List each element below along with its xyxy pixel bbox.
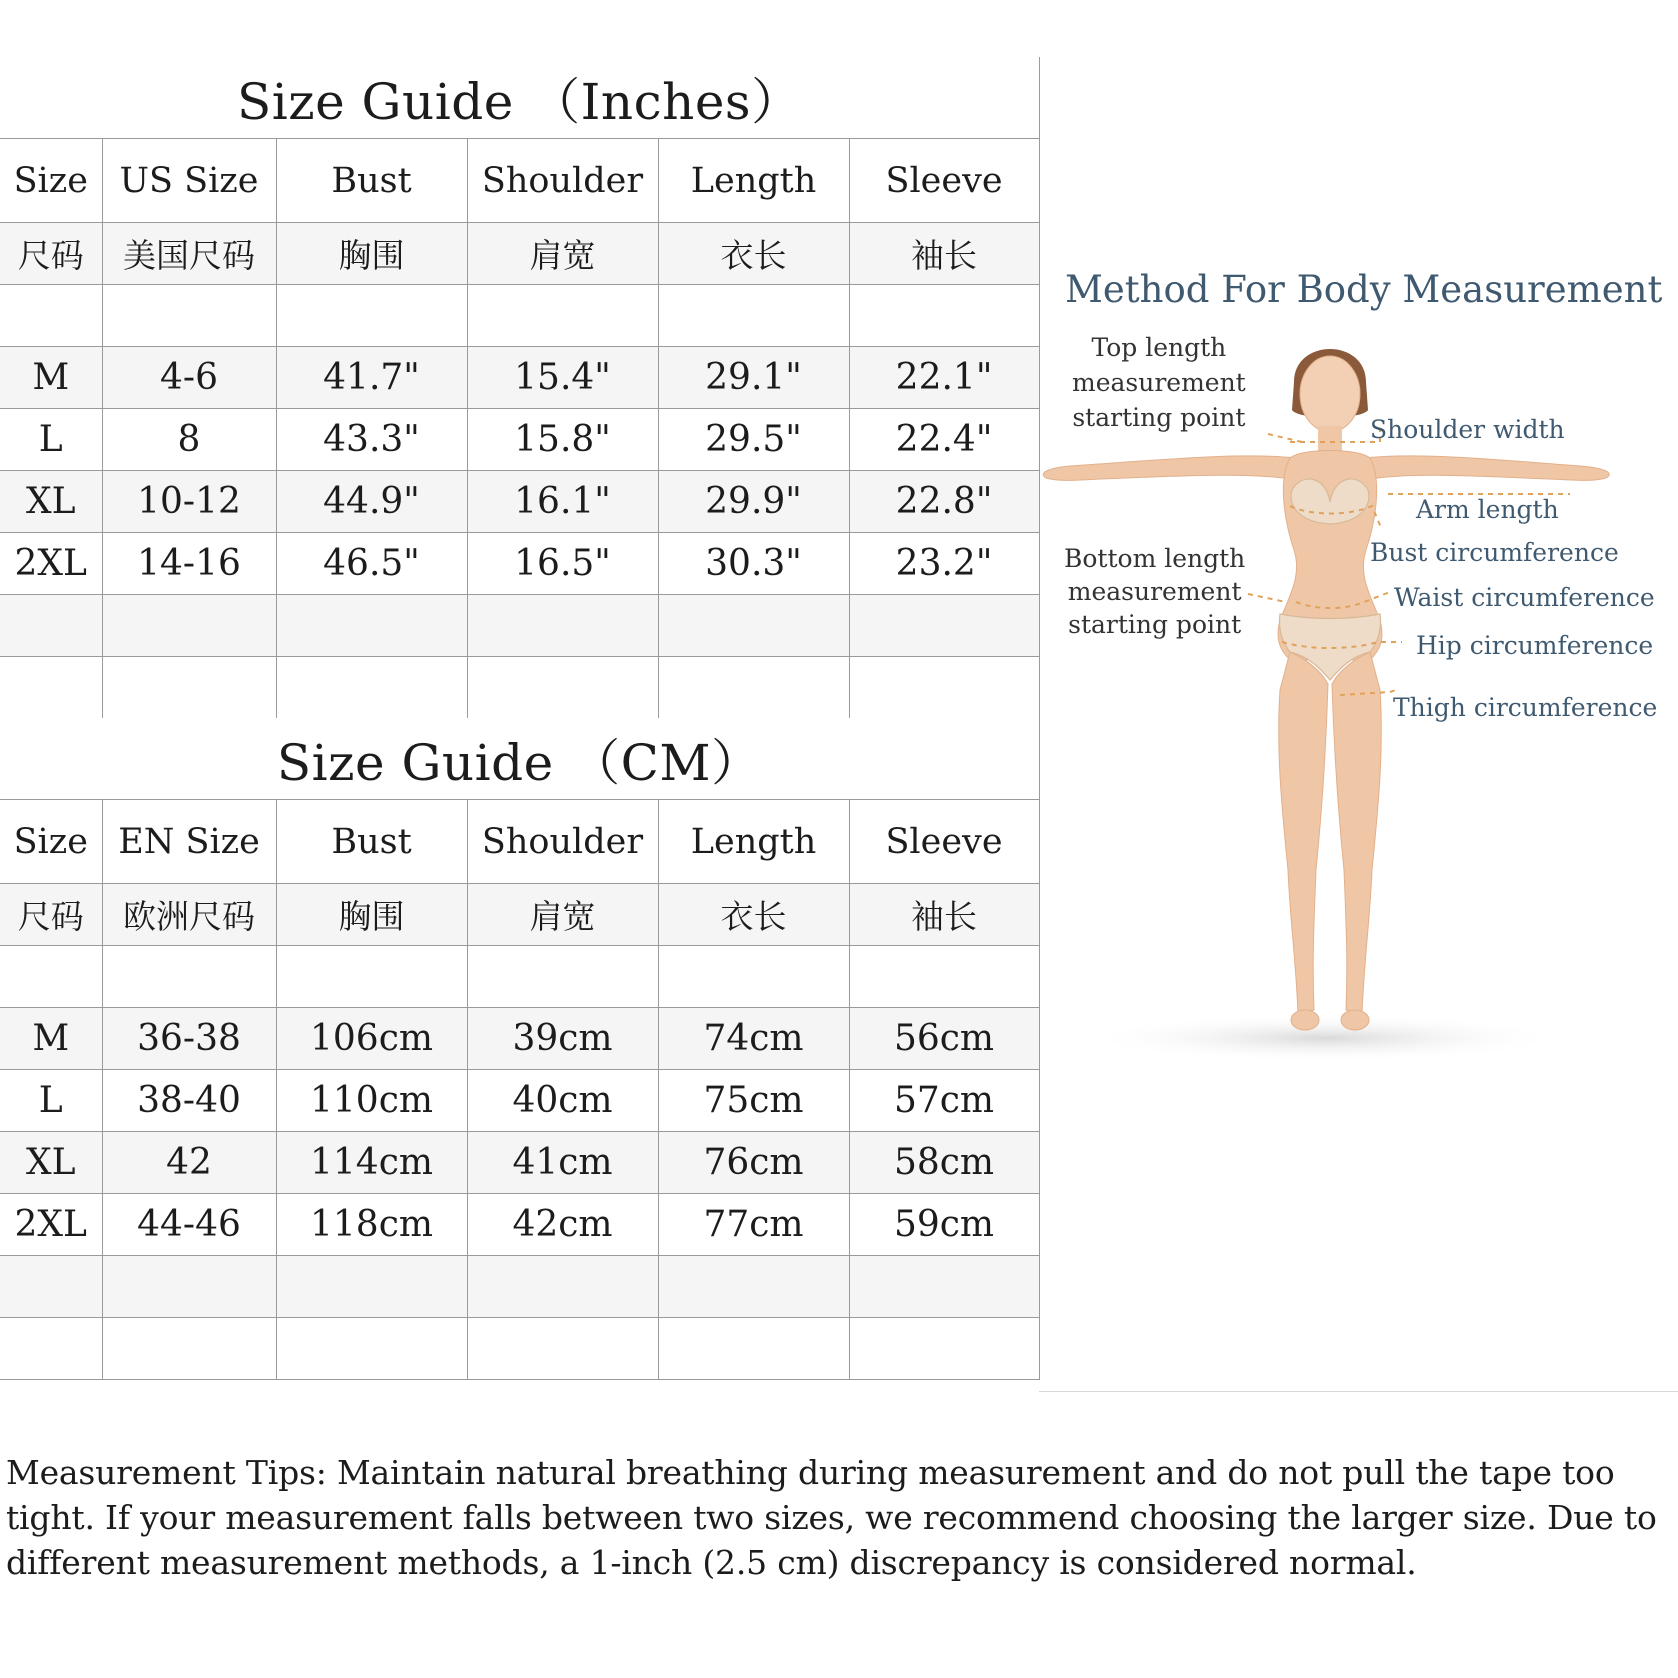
cell: XL — [0, 471, 102, 533]
cell: 46.5" — [276, 533, 467, 595]
cell: 22.4" — [849, 409, 1039, 471]
header-shoulder: Shoulder — [467, 800, 658, 884]
label-bottom-length-text: Bottom length measurement starting point — [1064, 544, 1246, 639]
cell: 74cm — [658, 1008, 849, 1070]
divider — [1039, 1391, 1678, 1392]
left-leg — [1279, 652, 1328, 1014]
cell: 40cm — [467, 1070, 658, 1132]
label-waist-circumference: Waist circumference — [1394, 583, 1655, 612]
header-zh-bust: 胸围 — [276, 223, 467, 285]
header-zh-us-size: 美国尺码 — [102, 223, 276, 285]
label-top-length — [1072, 330, 1246, 435]
header-length: Length — [658, 139, 849, 223]
table-row — [0, 1132, 1039, 1194]
header-zh-shoulder: 肩宽 — [467, 223, 658, 285]
empty-row — [0, 1256, 1039, 1318]
header-size: Size — [0, 139, 102, 223]
cell: 8 — [102, 409, 276, 471]
cell: 16.1" — [467, 471, 658, 533]
cell: 22.8" — [849, 471, 1039, 533]
cell: 41cm — [467, 1132, 658, 1194]
cell: 15.4" — [467, 347, 658, 409]
spacer-row — [0, 285, 1039, 347]
cell: M — [0, 1008, 102, 1070]
size-table-inches — [0, 57, 1040, 719]
header-shoulder: Shoulder — [467, 139, 658, 223]
header-bust: Bust — [276, 800, 467, 884]
empty-row — [0, 1318, 1039, 1380]
table-row — [0, 409, 1039, 471]
header-zh-sleeve: 袖长 — [849, 223, 1039, 285]
table-row — [0, 1070, 1039, 1132]
cell: 38-40 — [102, 1070, 276, 1132]
header-length: Length — [658, 800, 849, 884]
cell: 29.5" — [658, 409, 849, 471]
left-foot — [1291, 1010, 1319, 1030]
label-bust-circumference: Bust circumference — [1370, 538, 1619, 567]
header-bust: Bust — [276, 139, 467, 223]
cell: L — [0, 409, 102, 471]
header-zh-size: 尺码 — [0, 223, 102, 285]
body-measurement-figure — [1040, 330, 1670, 1070]
left-arm — [1043, 456, 1298, 481]
cell: XL — [0, 1132, 102, 1194]
cell: 106cm — [276, 1008, 467, 1070]
header-us-size: US Size — [102, 139, 276, 223]
cell: 2XL — [0, 1194, 102, 1256]
cell: 56cm — [849, 1008, 1039, 1070]
header-zh-bust: 胸围 — [276, 884, 467, 946]
bottom-length-guide — [1248, 594, 1286, 602]
table-row — [0, 347, 1039, 409]
cell: 29.9" — [658, 471, 849, 533]
cell: 30.3" — [658, 533, 849, 595]
right-arm — [1362, 456, 1609, 481]
cell: 23.2" — [849, 533, 1039, 595]
cell: 58cm — [849, 1132, 1039, 1194]
cell: 14-16 — [102, 533, 276, 595]
illustration-title: Method For Body Measurement — [1065, 268, 1663, 311]
cell: 114cm — [276, 1132, 467, 1194]
label-bottom-length — [1064, 542, 1245, 641]
cell: 2XL — [0, 533, 102, 595]
cell: 44-46 — [102, 1194, 276, 1256]
head — [1300, 356, 1360, 432]
table-row — [0, 1194, 1039, 1256]
cell: 42cm — [467, 1194, 658, 1256]
neck — [1318, 426, 1342, 454]
top-length-guide — [1268, 434, 1302, 442]
cell: L — [0, 1070, 102, 1132]
cell: M — [0, 347, 102, 409]
cell: 76cm — [658, 1132, 849, 1194]
table-title: Size Guide （Inches） — [0, 57, 1039, 139]
header-zh-shoulder: 肩宽 — [467, 884, 658, 946]
floor-shadow — [1085, 1014, 1565, 1062]
cell: 75cm — [658, 1070, 849, 1132]
header-zh-sleeve: 袖长 — [849, 884, 1039, 946]
table-row — [0, 471, 1039, 533]
header-zh-size: 尺码 — [0, 884, 102, 946]
right-leg — [1332, 652, 1381, 1014]
cell: 29.1" — [658, 347, 849, 409]
header-size: Size — [0, 800, 102, 884]
cell: 36-38 — [102, 1008, 276, 1070]
header-sleeve: Sleeve — [849, 800, 1039, 884]
cell: 77cm — [658, 1194, 849, 1256]
cell: 57cm — [849, 1070, 1039, 1132]
right-foot — [1341, 1010, 1369, 1030]
cell: 44.9" — [276, 471, 467, 533]
empty-row — [0, 657, 1039, 719]
table-row — [0, 533, 1039, 595]
cell: 59cm — [849, 1194, 1039, 1256]
header-en-size: EN Size — [102, 800, 276, 884]
header-zh-length: 衣长 — [658, 884, 849, 946]
cell: 118cm — [276, 1194, 467, 1256]
empty-row — [0, 595, 1039, 657]
cell: 4-6 — [102, 347, 276, 409]
cell: 16.5" — [467, 533, 658, 595]
label-hip-circumference: Hip circumference — [1416, 631, 1654, 660]
cell: 43.3" — [276, 409, 467, 471]
header-zh-length: 衣长 — [658, 223, 849, 285]
table-row — [0, 1008, 1039, 1070]
cell: 41.7" — [276, 347, 467, 409]
header-zh-en-size: 欧洲尺码 — [102, 884, 276, 946]
label-thigh-circumference: Thigh circumference — [1393, 693, 1658, 722]
cell: 10-12 — [102, 471, 276, 533]
spacer-row — [0, 946, 1039, 1008]
size-table-cm — [0, 718, 1040, 1380]
label-top-length-text: Top length measurement starting point — [1072, 333, 1246, 432]
table-title: Size Guide （CM） — [0, 718, 1039, 800]
cell: 15.8" — [467, 409, 658, 471]
cell: 110cm — [276, 1070, 467, 1132]
label-arm-length: Arm length — [1416, 495, 1559, 524]
label-shoulder-width: Shoulder width — [1370, 415, 1565, 444]
cell: 39cm — [467, 1008, 658, 1070]
measurement-tips: Measurement Tips: Maintain natural breathing during measurement and do not pull the tape too tight. If your measurement falls between two sizes, we recommend choosing the larger size. Due to different measurement methods, a 1-inch (2.5 cm) discrepancy is considered normal. — [6, 1453, 1657, 1582]
cell: 42 — [102, 1132, 276, 1194]
cell: 22.1" — [849, 347, 1039, 409]
header-sleeve: Sleeve — [849, 139, 1039, 223]
